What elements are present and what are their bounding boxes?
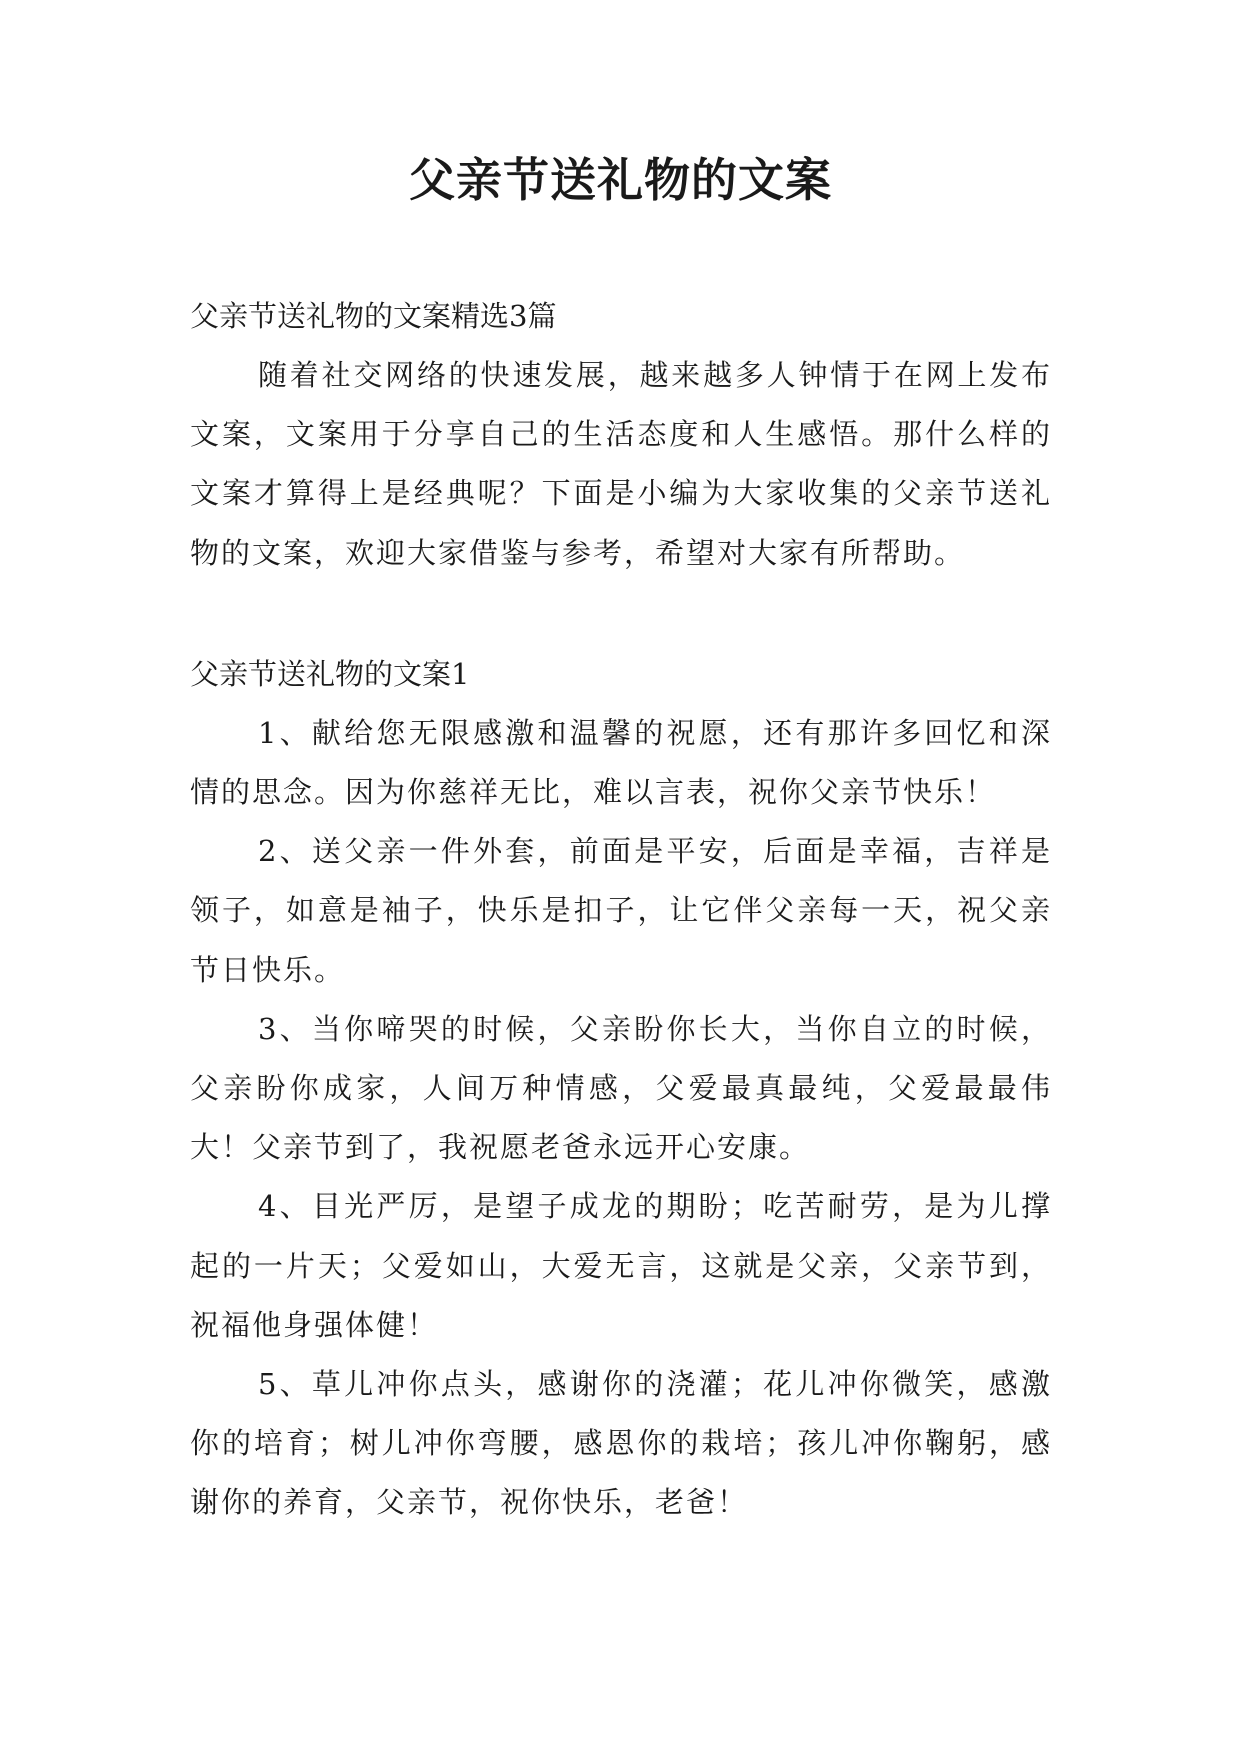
list-item: 5、草儿冲你点头，感谢你的浇灌；花儿冲你微笑，感激你的培育；树儿冲你弯腰，感恩你的栽培；孩儿冲你鞠躬，感谢你的养育，父亲节，祝你快乐，老爸！: [190, 1367, 1052, 1520]
intro-paragraph: 随着社交网络的快速发展，越来越多人钟情于在网上发布文案，文案用于分享自己的生活态度和人生感悟。那什么样的文案才算得上是经典呢？下面是小编为大家收集的父亲节送礼物的文案，欢迎大家借鉴与参考，希望对大家有所帮助。: [190, 358, 1052, 570]
list-item: 3、当你啼哭的时候，父亲盼你长大，当你自立的时候，父亲盼你成家，人间万种情感，父爱最真最纯，父爱最最伟大！父亲节到了，我祝愿老爸永远开心安康。: [190, 1011, 1052, 1165]
list-item: 1、献给您无限感激和温馨的祝愿，还有那许多回忆和深情的思念。因为你慈祥无比，难以言表，祝你父亲节快乐！: [190, 715, 1052, 810]
section-heading: 父亲节送礼物的文案1: [190, 656, 470, 691]
document-subtitle: 父亲节送礼物的文案精选3篇: [190, 299, 557, 333]
list-item: 4、目光严厉，是望子成龙的期盼；吃苦耐劳，是为儿撑起的一片天；父爱如山，大爱无言，这就是父亲，父亲节到，祝福他身强体健！: [190, 1189, 1052, 1342]
document-body: [190, 287, 1052, 1533]
list-item: 2、送父亲一件外套，前面是平安，后面是幸福，吉祥是领子，如意是袖子，快乐是扣子，让它伴父亲每一天，祝父亲节日快乐。: [190, 834, 1052, 987]
document-title: 父亲节送礼物的文案: [409, 153, 832, 207]
section-spacer: [190, 583, 1052, 645]
